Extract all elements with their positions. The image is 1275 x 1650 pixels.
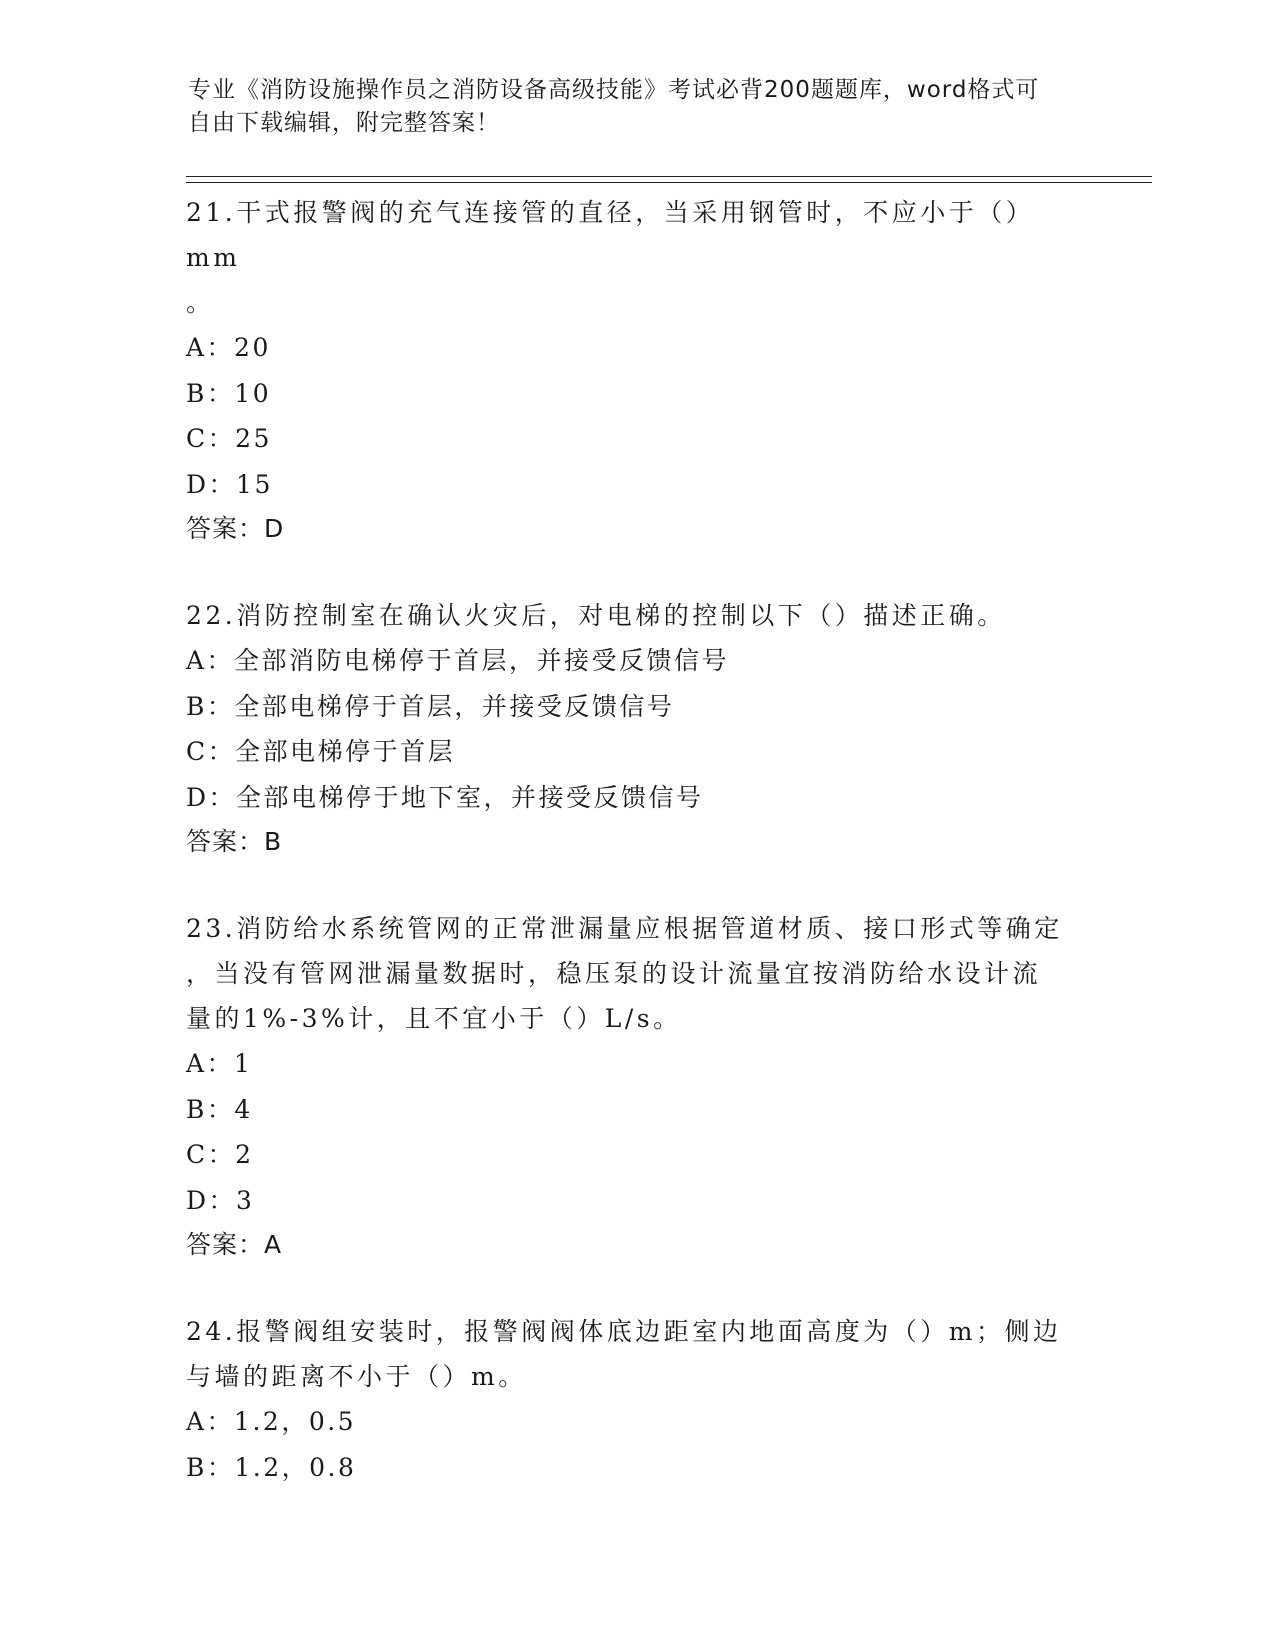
header-divider-bottom: [186, 182, 1152, 183]
option-c: C：25: [186, 424, 272, 453]
option-b: B：10: [186, 378, 272, 408]
question-text: [186, 593, 1086, 638]
question-22: [186, 593, 1086, 864]
question-text-line: 21.干式报警阀的充气连接管的直径，当采用钢管时，不应小于（）mm: [186, 198, 1035, 272]
option-b: B：4: [186, 1094, 253, 1124]
answer: 答案：D: [186, 514, 285, 543]
option-d: D：15: [186, 469, 273, 499]
option-b: B：1.2，0.8: [186, 1452, 357, 1482]
question-text-line: 。: [186, 288, 215, 317]
option-b: B：全部电梯停于首层，并接受反馈信号: [186, 691, 675, 721]
question-21: [186, 190, 1086, 551]
header-line-2: 自由下载编辑，附完整答案！: [188, 110, 500, 136]
question-text-line: 24.报警阀组安装时，报警阀阀体底边距室内地面高度为（）m；侧边: [186, 1317, 1062, 1346]
option-a: A：全部消防电梯停于首层，并接受反馈信号: [186, 646, 730, 675]
question-text-line: 22.消防控制室在确认火灾后，对电梯的控制以下（）描述正确。: [186, 601, 1006, 630]
question-text-line: ，当没有管网泄漏量数据时，稳压泵的设计流量宜按消防给水设计流: [186, 959, 1042, 988]
header-divider-top: [186, 176, 1152, 177]
option-d: D：全部电梯停于地下室，并接受反馈信号: [186, 782, 704, 812]
option-d: D：3: [186, 1185, 255, 1215]
question-text-line: 23.消防给水系统管网的正常泄漏量应根据管道材质、接口形式等确定: [186, 914, 1063, 943]
question-text-line: 与墙的距离不小于（）m。: [186, 1362, 527, 1391]
question-text: [186, 190, 1086, 325]
header-line-1: 专业《消防设施操作员之消防设备高级技能》考试必背200题题库，word格式可: [188, 77, 1040, 103]
option-a: A：1.2，0.5: [186, 1407, 357, 1436]
question-text: [186, 1309, 1086, 1399]
document-header: [188, 74, 1068, 140]
option-a: A：1: [186, 1049, 253, 1078]
question-text-line: 量的1%-3%计，且不宜小于（）L/s。: [186, 1004, 682, 1033]
option-a: A：20: [186, 333, 271, 362]
question-list: [186, 190, 1086, 1532]
question-23: [186, 906, 1086, 1267]
option-c: C：全部电梯停于首层: [186, 737, 456, 766]
answer: 答案：B: [186, 827, 283, 856]
question-text: [186, 906, 1086, 1041]
answer: 答案：A: [186, 1230, 283, 1259]
question-24: [186, 1309, 1086, 1490]
option-c: C：2: [186, 1140, 254, 1169]
